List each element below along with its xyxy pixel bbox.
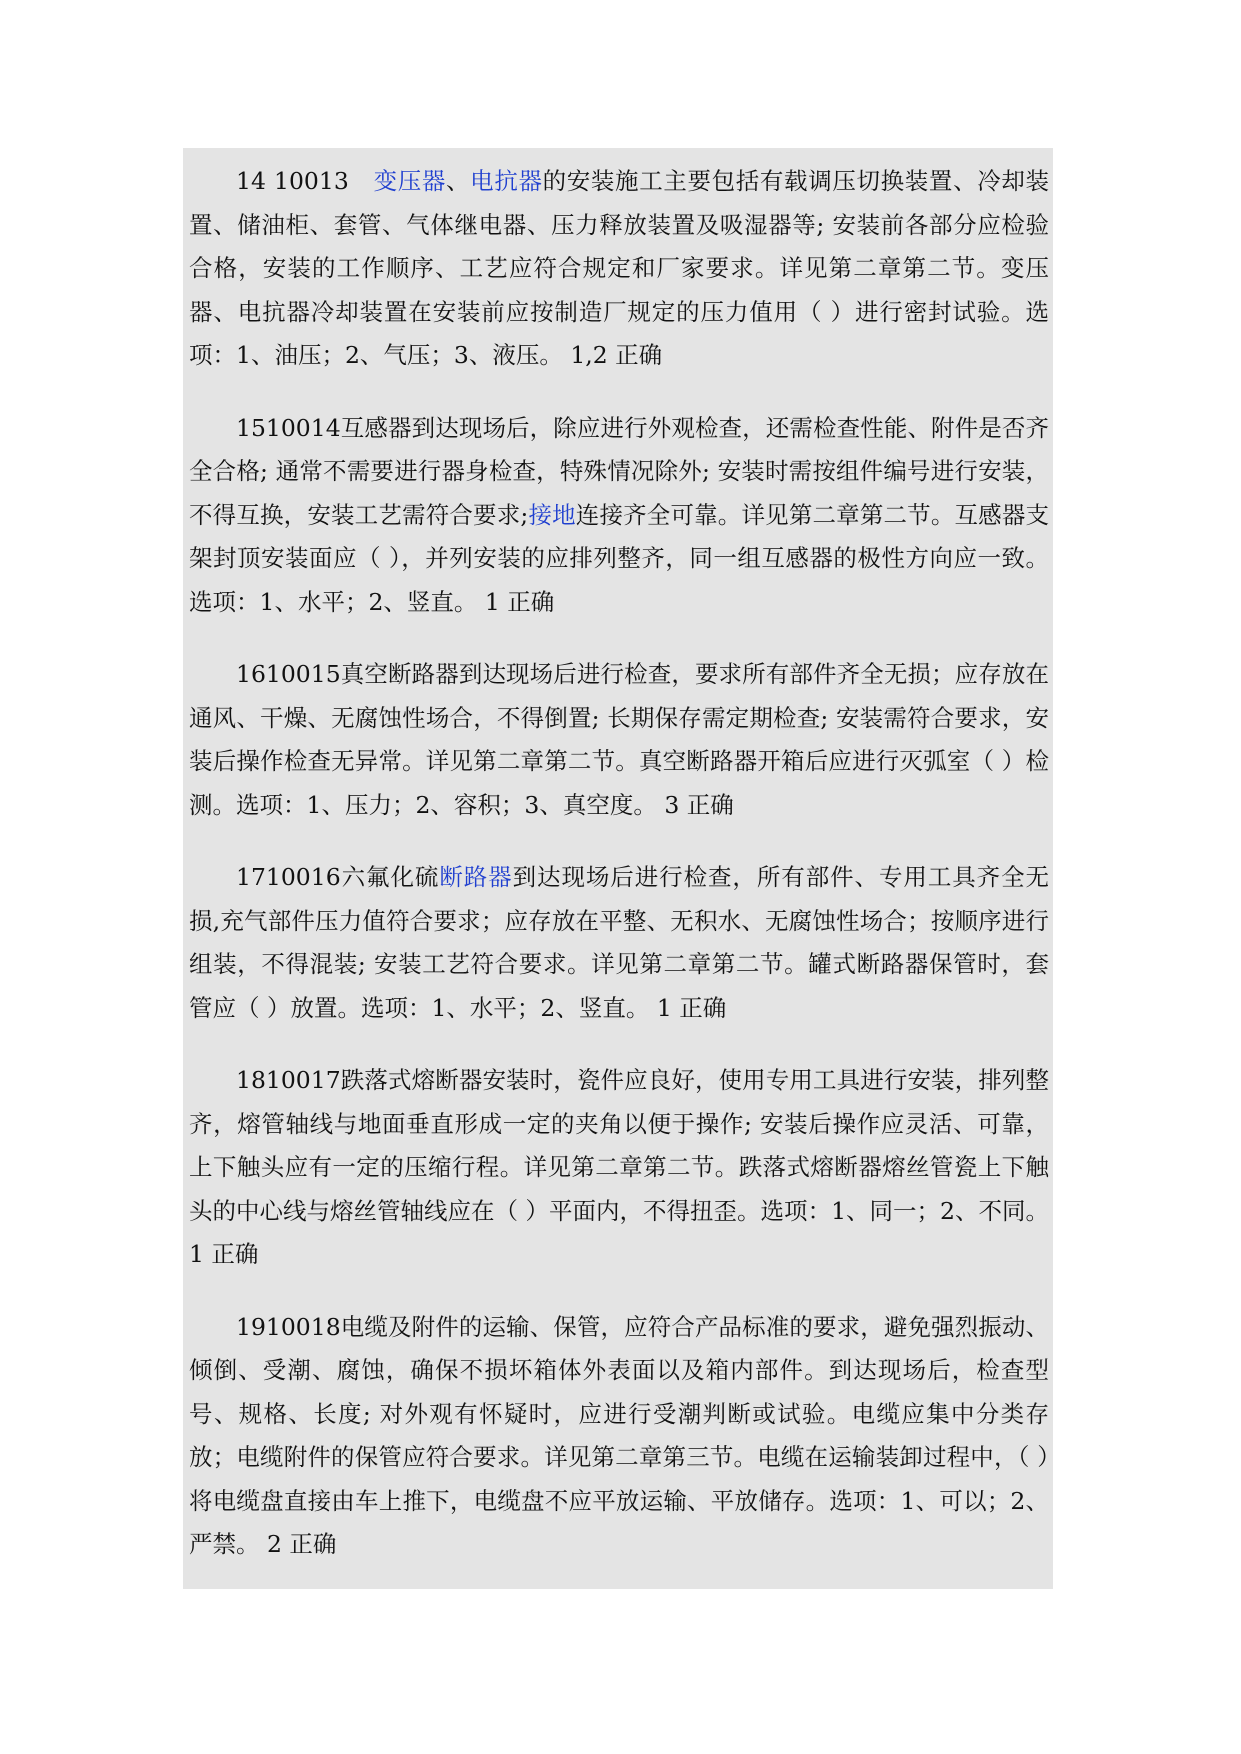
question-id: 1710016 [236,863,341,891]
question-text: 互感器到达现场后，除应进行外观检查，还需检查性能、附件是否齐全合格; 通常不需要进行器身检查，特殊情况除外; 安装时需按组件编号进行安装，不得互换，安装工艺需符合要求; [189,413,1049,529]
question-item-15 [189,407,1049,625]
question-id: 1810017 [236,1066,341,1094]
question-text: 跌落式熔断器安装时，瓷件应良好，使用专用工具进行安装，排列整齐，熔管轴线与地面垂直形成一定的夹角以便于操作; 安装后操作应灵活、可靠，上下触头应有一定的压缩行程。详见第二章第二节。跌落式熔断器熔丝管瓷上下触头的中心线与熔丝管轴线应在（ ）平面内，不得扭歪。选项：1、同一；2、不同。 1 正确 [189,1066,1049,1268]
question-text-cont: 到达现场后进行检查，所有部件、专用工具齐全无损,充气部件压力值符合要求；应存放在平整、无积水、无腐蚀性场合；按顺序进行组装，不得混装; 安装工艺符合要求。详见第二章第二节。罐式断路器保管时，套管应（ ）放置。选项：1、水平；2、竖直。 1 正确 [189,863,1050,1022]
transformer-link[interactable]: 变压器 [373,167,447,195]
circuit-breaker-link[interactable]: 断路器 [439,863,513,891]
question-item-19 [189,1306,1049,1567]
grounding-link[interactable]: 接地 [528,500,576,529]
reactor-link[interactable]: 电抗器 [470,167,543,195]
question-item-17 [189,856,1049,1030]
question-id: 1510014 [236,413,341,442]
question-id: 14 10013 [236,167,349,195]
question-text-cont: 连接齐全可靠。详见第二章第二节。互感器支架封顶安装面应（ ），并列安装的应排列整齐，同一组互感器的极性方向应一致。选项：1、水平；2、竖直。 1 正确 [189,500,1050,616]
question-text: 六氟化硫 [340,863,440,891]
question-item-14 [189,160,1049,378]
question-text: 电缆及附件的运输、保管，应符合产品标准的要求，避免强烈振动、倾倒、受潮、腐蚀，确保不损坏箱体外表面以及箱内部件。到达现场后，检查型号、规格、长度; 对外观有怀疑时，应进行受潮判断或试验。电缆应集中分类存放；电缆附件的保管应符合要求。详见第二章第三节。电缆在运输装卸过程中，（ ）将电缆盘直接由车上推下，电缆盘不应平放运输、平放储存。选项：1、可以；2、严禁。 2 正确 [189,1312,1049,1558]
question-id: 1910018 [236,1312,341,1341]
question-text: 的安装施工主要包括有载调压切换装置、冷却装置、储油柜、套管、气体继电器、压力释放装置及吸湿器等; 安装前各部分应检验合格，安装的工作顺序、工艺应符合规定和厂家要求。详见第二章第二节。变压器、电抗器冷却装置在安装前应按制造厂规定的压力值用（ ）进行密封试验。选项：1、油压；2、气压；3、液压。 1,2 正确 [189,167,1050,369]
question-id: 1610015 [236,660,341,688]
question-item-16 [189,653,1049,827]
document-block [183,148,1053,1589]
question-item-18 [189,1059,1049,1277]
question-text: 真空断路器到达现场后进行检查，要求所有部件齐全无损；应存放在通风、干燥、无腐蚀性场合，不得倒置; 长期保存需定期检查; 安装需符合要求，安装后操作检查无异常。详见第二章第二节。真空断路器开箱后应进行灭弧室（ ）检测。选项：1、压力；2、容积；3、真空度。 3 正确 [189,660,1049,819]
separator: 、 [446,167,471,195]
spacer [349,167,374,195]
